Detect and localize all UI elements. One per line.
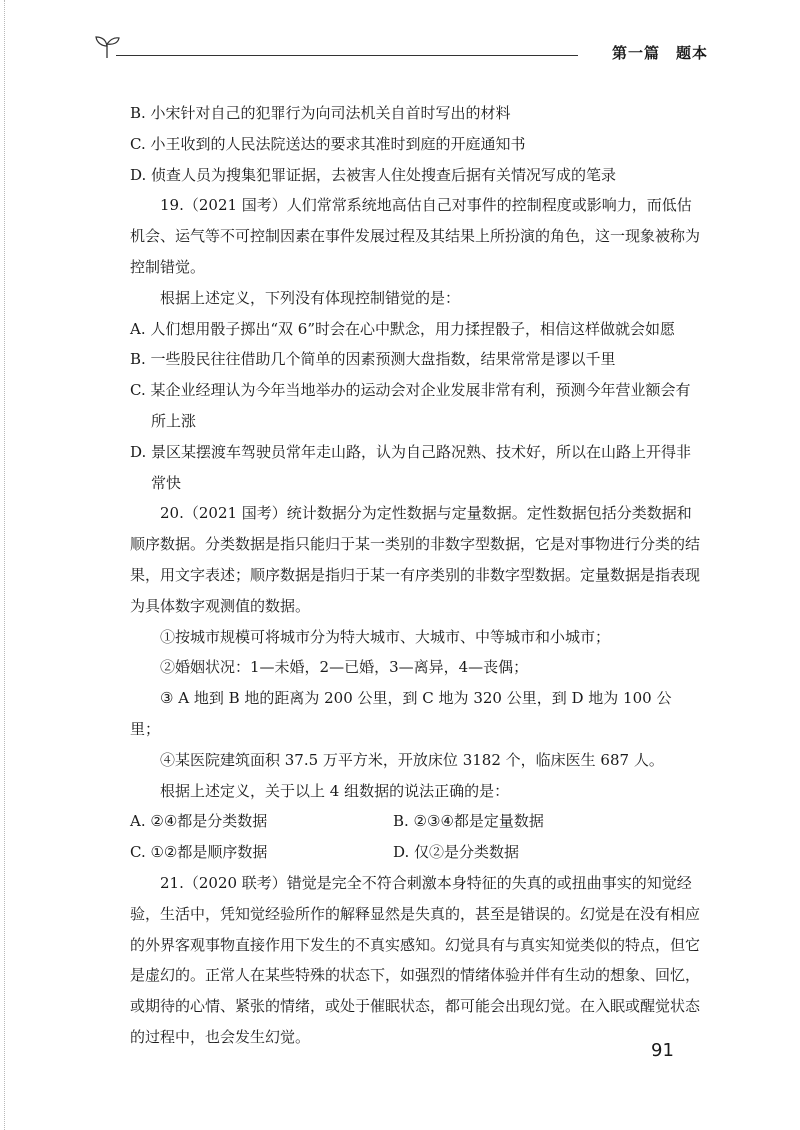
q20-item-3: ③ A 地到 B 地的距离为 200 公里，到 C 地为 320 公里，到 D 地为 100 公里； (130, 689, 672, 738)
q19-stem: 19.（2021 国考）人们常常系统地高估自己对事件的控制程度或影响力，而低估机会、运气等不可控制因素在事件发展过程及其结果上所扮演的角色，这一现象被称为控制错觉。 (130, 196, 701, 276)
q20-option-b: B. ②③④都是定量数据 (393, 812, 544, 831)
q20-question: 根据上述定义，关于以上 4 组数据的说法正确的是： (160, 781, 510, 800)
q20-options-row-1 (130, 806, 700, 837)
page-header (92, 30, 708, 66)
q20-option-d: D. 仅②是分类数据 (393, 843, 520, 862)
q19-option-a: A. 人们想用骰子掷出“双 6”时会在心中默念，用力揉捏骰子，相信这样做就会如愿 (130, 319, 676, 338)
q20-option-a: A. ②④都是分类数据 (130, 812, 268, 831)
page-content (130, 98, 700, 1053)
q20-item-4: ④某医院建筑面积 37.5 万平方米，开放床位 3182 个，临床医生 687 人。 (160, 750, 664, 769)
binding-edge (4, 0, 7, 1130)
q21-stem: 21.（2020 联考）错觉是完全不符合刺激本身特征的失真的或扭曲事实的知觉经验，生活中，凭知觉经验所作的解释显然是失真的，甚至是错误的。幻觉是在没有相应的外界客观事物直接作用下发生的不真实感知。幻觉具有与真实知觉类似的特点，但它是虚幻的。正常人在某些特殊的状态下，如强烈的情绪体验并伴有生动的想象、回忆，或期待的心情、紧张的情绪，或处于催眠状态，都可能会出现幻觉。在入眠或醒觉状态的过程中，也会发生幻觉。 (130, 873, 701, 1046)
q19-option-c: C. 某企业经理认为今年当地举办的运动会对企业发展非常有利，预测今年营业额会有所上涨 (130, 381, 691, 430)
q20-option-c: C. ①②都是顺序数据 (130, 843, 268, 862)
q20-options-row-2 (130, 837, 700, 868)
section-title: 第一篇 题本 (611, 44, 708, 62)
q20-stem: 20.（2021 国考）统计数据分为定性数据与定量数据。定性数据包括分类数据和顺序数据。分类数据是指只能归于某一类别的非数字型数据，它是对事物进行分类的结果，用文字表述；顺序数据是指归于某一有序类别的非数字型数据。定量数据是指表现为具体数字观测值的数据。 (130, 504, 701, 615)
q19-question: 根据上述定义，下列没有体现控制错觉的是： (160, 288, 461, 307)
q19-option-d: D. 景区某摆渡车驾驶员常年走山路，认为自己路况熟、技术好，所以在山路上开得非常快 (130, 442, 692, 492)
q19-option-b: B. 一些股民往往借助几个简单的因素预测大盘指数，结果常常是谬以千里 (130, 350, 616, 369)
q20-item-1: ①按城市规模可将城市分为特大城市、大城市、中等城市和小城市； (160, 627, 611, 646)
q18-option-b: B. 小宋针对自己的犯罪行为向司法机关自首时写出的材料 (130, 104, 511, 122)
page-number: 91 (651, 1040, 674, 1061)
q18-option-d: D. 侦查人员为搜集犯罪证据，去被害人住处搜查后据有关情况写成的笔录 (130, 165, 617, 184)
q20-item-2: ②婚姻状况：1—未婚，2—已婚，3—离异，4—丧偶； (160, 658, 529, 677)
header-rule (116, 55, 578, 56)
sprout-icon (92, 32, 122, 62)
q18-option-c: C. 小王收到的人民法院送达的要求其准时到庭的开庭通知书 (130, 134, 526, 153)
